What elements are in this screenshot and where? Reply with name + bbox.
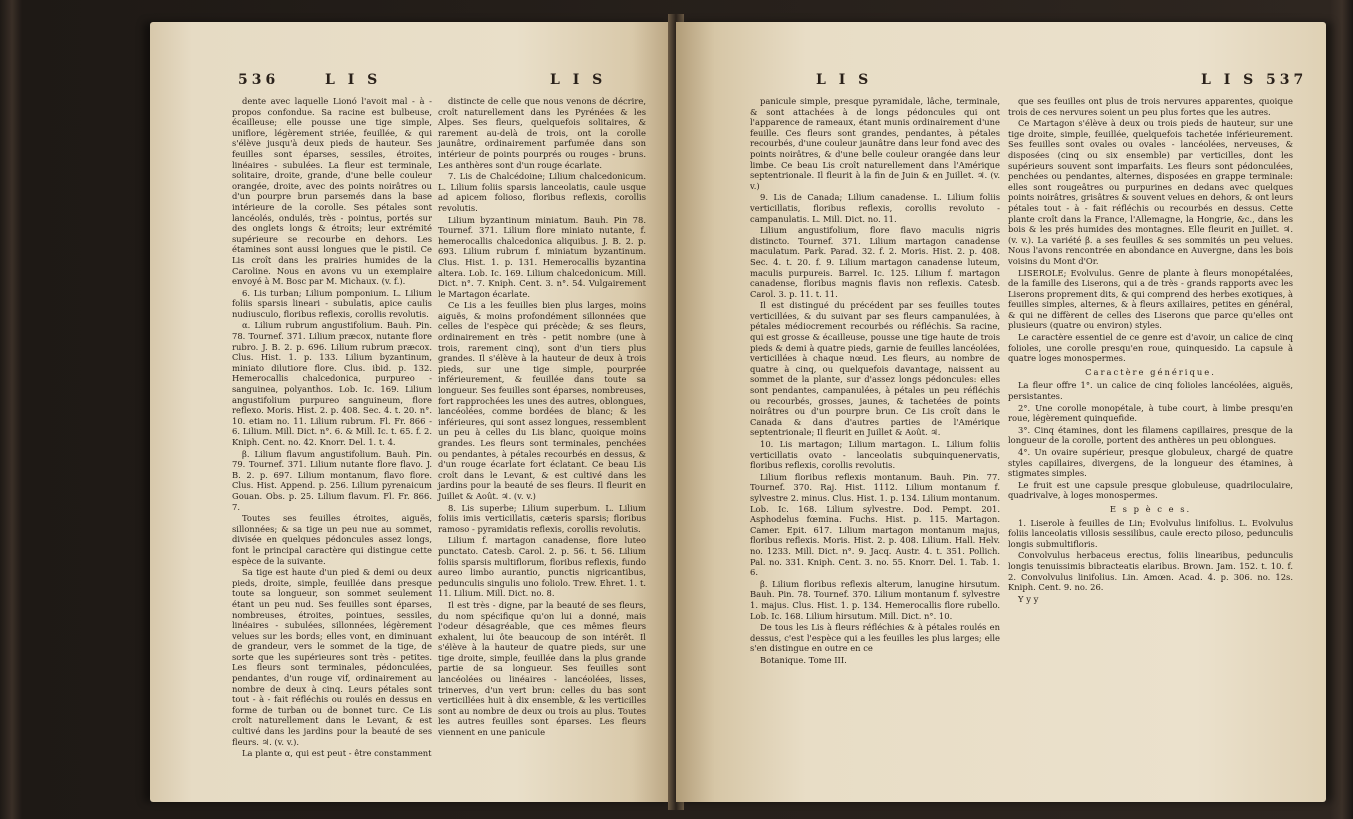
right-page (676, 22, 1326, 802)
paragraph: Toutes ses feuilles étroites, aiguës, sillonnées; & sa tige un peu nue au sommet, divisée en quelques pédoncules assez longs, font le principal caractère qui distingue cette espèce de la suivante. (232, 513, 432, 566)
paragraph: Lilium floribus reflexis montanum. Bauh. Pin. 77. Tournef. 370. Raj. Hist. 1112. Lilium montanum f. sylvestre 2. minus. Clus. Hist. 1. p. 134. Lilium montanum. Lob. Ic. 168. Lilium sylvestre. Dod. Pempt. 201. Asphodelus fœmina. Fuchs. Hist. p. 115. Martagon. Camer. Epit. 617. Lilium martagon montanum majus, floribus reflexis. Moris. Hist. 2. p. 408. Lilium. Hall. Helv. no. 1233. Mill. Dict. n°. 9. Jacq. Austr. 4. t. 351. Pollich. Pal. no. 331. Kniph. Cent. 3. no. 55. Knorr. Del. 1. Tab. 1. 6. (750, 471, 1000, 578)
paragraph: Sa tige est haute d'un pied & demi ou deux pieds, droite, simple, feuillée dans presque toute sa longueur, son sommet seulement étant un peu nud. Ses feuilles sont éparses, nombreuses, étroites, pointues, sessiles, linéaires - subulées, sillonnées, légèrement velues sur les bords; elles vont, en diminuant de grandeur, vers le sommet de la tige, de sorte que les supérieures sont très - petites. Les fleurs sont terminales, pédonculées, pendantes, d'un rouge vif, ordinairement au nombre de deux à cinq. Leurs pétales sont tout - à - fait réfléchis ou roulés en dessus en forme de turban ou de bonnet turc. Ce Lis croît naturellement dans le Levant, & est cultivé dans les jardins pour la beauté de ses fleurs. ♃. (v. v.). (232, 567, 432, 747)
paragraph: Y y y (1018, 593, 1039, 604)
paragraph: La fleur offre 1°. un calice de cinq folioles lancéolées, aiguës, persistantes. (1008, 380, 1293, 402)
left-running-head: L I S (325, 72, 382, 88)
left-running-head-2: L I S (550, 72, 607, 88)
paragraph: 4°. Un ovaire supérieur, presque globuleux, chargé de quatre styles capillaires, divergens, de la longueur des étamines, à stigmates simples. (1008, 447, 1293, 479)
right-running-head: L I S (816, 72, 873, 88)
paragraph: distincte de celle que nous venons de décrire, croît naturellement dans les Pyrénées & les Alpes. Ses fleurs, quelquefois solitaires, & rarement au-delà de trois, ont la corolle jaunâtre, ordinairement parfumée dans son intérieur de points pourprés ou rouges - bruns. Les anthères sont d'un rouge écarlate. (438, 96, 646, 170)
paragraph: que ses feuilles ont plus de trois nervures apparentes, quoique trois de ces nervures soient un peu plus fortes que les autres. (1008, 96, 1293, 117)
paragraph: Lilium f. martagon canadense, flore luteo punctato. Catesb. Carol. 2. p. 56. t. 56. Lilium foliis sparsis multiflorum, floribus reflexis, fundo aureo limbo aurantio, punctis nigricantibus, pedunculis singulis uno foliolo. Trew. Ehret. 1. t. 11. Lilium. Mill. Dict. no. 8. (438, 535, 646, 599)
paragraph: Convolvulus herbaceus erectus, foliis linearibus, pedunculis longis tenuissimis bibracteatis elaribus. Brown. Jam. 152. t. 10. f. 2. Convolvulus linifolius. Lin. Amœn. Acad. 4. p. 306. no. 12s. Kniph. Cent. 9. no. 26. (1008, 550, 1293, 593)
paragraph: 6. Lis turban; Lilium pomponium. L. Lilium foliis sparsis lineari - subulatis, apice caulis nudiusculo, floribus reflexis, corollis revolutis. (232, 287, 432, 319)
right-running-head-2: L I S (1201, 72, 1258, 88)
paragraph: La plante α, qui est peut - être constamment (242, 748, 432, 759)
paragraph: β. Lilium floribus reflexis alterum, lanugine hirsutum. Bauh. Pin. 78. Tournef. 370. Lilium montanum f. sylvestre 1. majus. Clus. Hist. 1. p. 134. Hemerocallis flore rubello. Lob. Ic. 168. Lilium hirsutum. Mill. Dict. n°. 10. (750, 578, 1000, 621)
right-column-2 (1008, 96, 1293, 605)
paragraph: Caractère générique. (1085, 366, 1216, 377)
paragraph: 2°. Une corolle monopétale, à tube court, à limbe presqu'en roue, légèrement quinquefide. (1008, 402, 1293, 424)
paragraph: 1. Liserole à feuilles de Lin; Evolvulus linifolius. L. Evolvulus foliis lanceolatis villosis sessilibus, caule erecto piloso, pedunculis longis submultifloris. (1008, 517, 1293, 549)
paragraph: Le fruit est une capsule presque globuleuse, quadriloculaire, quadrivalve, à loges monospermes. (1008, 479, 1293, 501)
paragraph: Ce Martagon s'élève à deux ou trois pieds de hauteur, sur une tige droite, simple, feuillée, quelquefois tachetée inférieurement. Ses feuilles sont ovales ou ovales - lancéolées, nerveuses, & disposées (cinq ou six ensemble) par verticilles, dont les supérieurs souvent sont imparfaits. Les fleurs sont pédonculées, penchées ou pendantes, alternes, disposées en grappe terminale: elles sont rougeâtres ou purpurines en dedans avec quelques points noirâtres, grisâtres & souvent velues en dehors, & ont leurs pétales tout - à - fait réfléchis ou recourbés en dessus. Cette plante croît dans la France, l'Allemagne, la Hongrie, &c., dans les bois & les prés humides des montagnes. Elle fleurit en Juillet. ♃. (v. v.). La variété β. a ses feuilles & ses sommités un peu velues. Nous l'avons rencontrée en abondance en Auvergne, dans les bois voisins du Mont d'Or. (1008, 118, 1293, 266)
left-page (150, 22, 674, 802)
paragraph: 3°. Cinq étamines, dont les filamens capillaires, presque de la longueur de la corolle, portent des anthères un peu oblongues. (1008, 424, 1293, 446)
paragraph: Lilium angustifolium, flore flavo maculis nigris distincto. Tournef. 371. Lilium martagon canadense maculatum. Park. Parad. 32. f. 2. Moris. Hist. 2. p. 408. Sec. 4. t. 20. f. 9. Lilium martagon canadense luteum, maculis purpureis. Barrel. Ic. 125. Lilium f. martagon canadense, floribus magnis flavis non reflexis. Catesb. Carol. 3. p. 11. t. 11. (750, 225, 1000, 299)
paragraph: Il est distingué du précédent par ses feuilles toutes verticillées, & du suivant par ses fleurs campanulées, à pétales médiocrement recourbés ou réfléchis. Sa racine, qui est grosse & écailleuse, pousse une tige haute de trois pieds & demi à quatre pieds, garnie de feuilles lancéolées, verticillées à chaque nœud. Les fleurs, au nombre de quatre à cinq, ou quelquefois davantage, naissent au sommet de la plante, sur d'assez longs pédoncules: elles sont pendantes, campanulées, à pétales un peu réfléchis ou recourbés, grosses, jaunes, & tachetées de points noirâtres ou d'un pourpre brun. Ce Lis croît dans le Canada & dans d'autres parties de l'Amérique septentrionale; Il fleurit en Juillet & Août. ♃. (750, 300, 1000, 438)
paragraph: 8. Lis superbe; Lilium superbum. L. Lilium foliis imis verticillatis, cæteris sparsis; floribus ramoso - pyramidatis reflexis, corollis revolutis. (438, 502, 646, 534)
paragraph: 10. Lis martagon; Lilium martagon. L. Lilium foliis verticillatis ovato - lanceolatis subquinquenervatis, floribus reflexis, corollis revolutis. (750, 439, 1000, 471)
paragraph: Il est très - digne, par la beauté de ses fleurs, du nom spécifique qu'on lui a donné, mais l'odeur désagréable, que ces mêmes fleurs exhalent, lui ôte beaucoup de son intérêt. Il s'élève à la hauteur de quatre pieds, sur une tige droite, simple, feuillée dans la plus grande partie de sa longueur. Ses feuilles sont lancéolées ou linéaires - lancéolées, lisses, trinerves, d'un vert brun: celles du bas sont verticillées huit à dix ensemble, & les verticilles sont au nombre de deux ou trois au plus. Toutes les autres feuilles sont éparses. Les fleurs viennent en une panicule (438, 599, 646, 738)
paragraph: β. Lilium flavum angustifolium. Bauh. Pin. 79. Tournef. 371. Lilium nutante flore flavo. J. B. 2. p. 697. Lilium montanum, flavo flore. Clus. Hist. Append. p. 256. Lilium pyrenaicum Gouan. Obs. p. 25. Lilium flavum. Fl. Fr. 866. 7. (232, 448, 432, 512)
left-column-1 (232, 96, 432, 760)
left-column-2 (438, 96, 646, 739)
right-page-number: 537 (1266, 72, 1308, 88)
paragraph: E s p è c e s. (1109, 503, 1192, 514)
left-page-number: 536 (238, 72, 280, 88)
paragraph: Ce Lis a les feuilles bien plus larges, moins aiguës, & moins profondément sillonnées que celles de l'espèce qui précède; & ses fleurs, ordinairement en très - petit nombre (une à trois, rarement cinq), sont d'un tiers plus grandes. Il s'élève à la hauteur de deux à trois pieds, sur une tige simple, pourprée inférieurement, & feuillée dans toute sa longueur. Ses feuilles sont éparses, nombreuses, fort rapprochées les unes des autres, oblongues, lancéolées, comme bordées de blanc; & les inférieures, qui sont assez longues, ressemblent un peu à celles du Lis blanc, quoique moins grandes. Les fleurs sont terminales, penchées ou pendantes, à pétales recourbés en dessus, & d'un rouge écarlate fort éclatant. Ce beau Lis croît dans le Levant, & est cultivé dans les jardins pour la beauté de ses fleurs. Il fleurit en Juillet & Août. ♃. (v. v.) (438, 300, 646, 501)
paragraph: Botanique. Tome III. (760, 654, 847, 665)
paragraph: 9. Lis de Canada; Lilium canadense. L. Lilium foliis verticillatis, floribus reflexis, corollis revoluto - campanulatis. L. Mill. Dict. no. 11. (750, 192, 1000, 224)
paragraph: De tous les Lis à fleurs réfléchies & à pétales roulés en dessus, c'est l'espèce qui a les feuilles les plus larges; elle s'en distingue en outre en ce (750, 622, 1000, 654)
paragraph: panicule simple, presque pyramidale, lâche, terminale, & sont attachées à de longs pédoncules qui ont l'apparence de rameaux, étant munis ordinairement d'une feuille. Ces fleurs sont grandes, pendantes, à pétales recourbés, d'une couleur jaunâtre dans leur fond avec des points noirâtres, & d'une belle couleur orangée dans leur limbe. Ce beau Lis croît naturellement dans l'Amérique septentrionale. Il fleurit à la fin de Juin & en Juillet. ♃. (v. v.) (750, 96, 1000, 191)
paragraph: 7. Lis de Chalcédoine; Lilium chalcedonicum. L. Lilium foliis sparsis lanceolatis, caule usque ad apicem folioso, floribus reflexis, corollis revolutis. (438, 171, 646, 213)
paragraph: Le caractère essentiel de ce genre est d'avoir, un calice de cinq folioles, une corolle presqu'en roue, quinquesido. La capsule à quatre loges monospermes. (1008, 332, 1293, 364)
paragraph: Lilium byzantinum miniatum. Bauh. Pin 78. Tournef. 371. Lilium flore miniato nutante, f. hemerocallis chalcedonica aliquibus. J. B. 2. p. 693. Lilium rubrum f. miniatum byzantinum. Clus. Hist. 1. p. 131. Hemerocallis byzantina altera. Lob. Ic. 169. Lilium chalcedonicum. Mill. Dict. n°. 7. Kniph. Cent. 3. n°. 54. Vulgairement le Martagon écarlate. (438, 214, 646, 299)
paragraph: α. Lilium rubrum angustifolium. Bauh. Pin. 78. Tournef. 371. Lilium præcox, nutante flore rubro. J. B. 2. p. 696. Lilium rubrum præcox. Clus. Hist. 1. p. 133. Lilium byzantinum, miniato dilutiore flore. Clus. ibid. p. 132. Hemerocallis chalcedonica, purpureo - sanguinea, polyanthos. Lob. Ic. 169. Lilium angustifolium purpureo sanguineum, flore reflexo. Moris. Hist. 2. p. 408. Sec. 4. t. 20. n°. 10. etiam no. 11. Lilium rubrum. Fl. Fr. 866 - 6. Lilium. Mill. Dict. n°. 6. & Mill. Ic. t. 65. f. 2. Kniph. Cent. no. 42. Knorr. Del. 1. t. 4. (232, 320, 432, 447)
paragraph: LISEROLE; Evolvulus. Genre de plante à fleurs monopétalées, de la famille des Liserons, qui a de très - grands rapports avec les Liserons proprement dits, & qui comprend des herbes exotiques, à feuilles simples, alternes, & à fleurs axillaires, petites en général, & qui ne diffèrent de celles des Liserons que parce qu'elles ont plusieurs (quatre ou environ) styles. (1008, 267, 1293, 331)
right-column-1 (750, 96, 1000, 666)
paragraph: dente avec laquelle Lionó l'avoit mal - à - propos confondue. Sa racine est bulbeuse, écailleuse; elle pousse une tige simple, uniflore, légèrement striée, feuillée, & qui s'élève jusqu'à deux pieds de hauteur. Ses feuilles sont éparses, sessiles, étroites, linéaires - subulées. La fleur est terminale, solitaire, droite, grande, d'une belle couleur orangée, droite, avec des points noirâtres ou d'un pourpre brun parsemés dans la base intérieure de la corolle. Ses pétales sont lancéolés, ondulés, très - pointus, portés sur des onglets longs & étroits; leur extrémité supérieure se recourbe en dehors. Les étamines sont aussi longues que le pistil. Ce Lis croît dans les prairies humides de la Caroline. Nous en avons vu un exemplaire envoyé à M. Bosc par M. Michaux. (v. f.). (232, 96, 432, 287)
